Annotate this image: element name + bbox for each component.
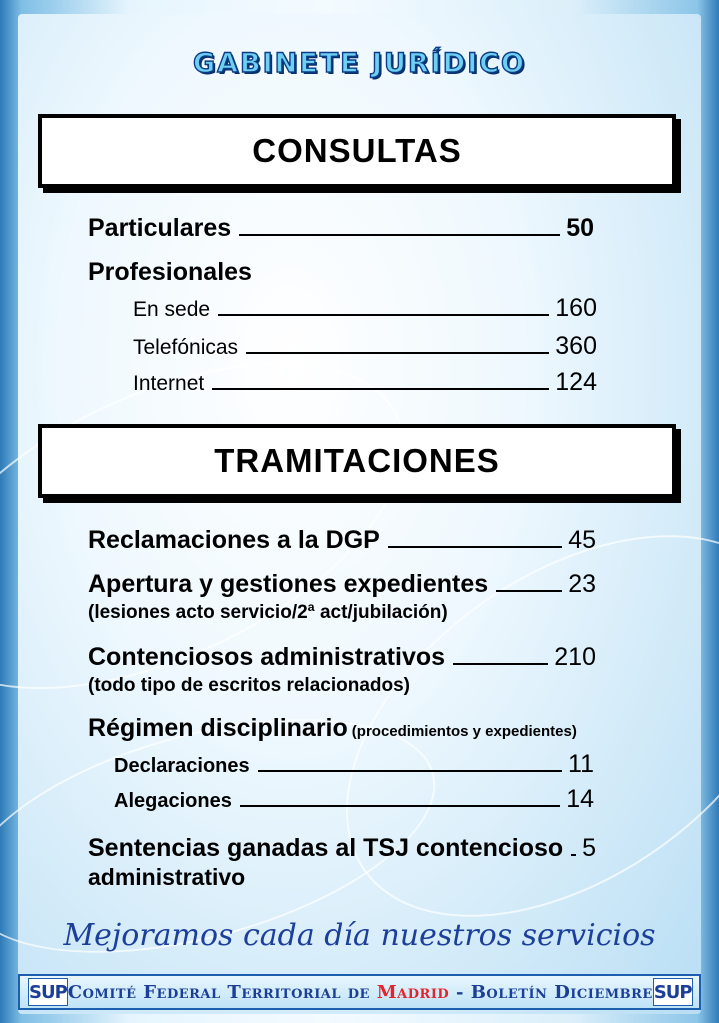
- regimen-item-declaraciones: [114, 750, 594, 779]
- footer-text-after: - Boletín Diciembre: [449, 981, 653, 1003]
- tramitaciones-heading: TRAMITACIONES: [38, 424, 676, 498]
- contenciosos-value: 210: [554, 643, 596, 671]
- particulares-label: Particulares: [88, 214, 232, 242]
- regimen-label: Régimen disciplinario: [88, 714, 348, 742]
- particulares-value: 50: [566, 214, 594, 242]
- sentencias-label: Sentencias ganadas al TSJ contencioso: [88, 834, 564, 862]
- profesionales-heading: [88, 258, 252, 287]
- footer-text: [68, 982, 653, 1003]
- apertura-note: (lesiones acto servicio/2ª act/jubilación): [88, 602, 448, 623]
- leader-line: [571, 854, 576, 856]
- leader-line: [218, 314, 549, 316]
- regimen-item-label: Alegaciones: [114, 790, 232, 812]
- consulta-item-value: 124: [555, 368, 597, 396]
- footer-banner: [18, 974, 701, 1010]
- contenciosos-row: [88, 643, 596, 672]
- apertura-value: 23: [568, 570, 596, 598]
- footer-text-highlight: Madrid: [376, 981, 450, 1003]
- consulta-item-internet: [133, 368, 597, 397]
- regimen-item-alegaciones: [114, 785, 594, 814]
- regimen-note: (procedimientos y expedientes): [351, 723, 577, 740]
- sup-logo-left: SUP: [28, 978, 68, 1006]
- consulta-item-label: En sede: [133, 298, 211, 321]
- regimen-row: [88, 714, 577, 743]
- leader-line: [212, 388, 549, 390]
- consulta-item-en-sede: [133, 294, 597, 323]
- regimen-item-label: Declaraciones: [114, 755, 250, 777]
- sentencias-value: 5: [582, 834, 596, 862]
- leader-line: [239, 234, 560, 236]
- sentencias-label-continued: administrativo: [88, 864, 246, 890]
- leader-line: [388, 546, 562, 548]
- sentencias-row: [88, 834, 596, 863]
- regimen-item-value: 14: [566, 785, 594, 813]
- reclamaciones-row: [88, 526, 596, 555]
- sup-logo-right: SUP: [653, 978, 693, 1006]
- regimen-item-value: 11: [568, 750, 594, 778]
- consulta-item-telefonicas: [133, 332, 597, 361]
- reclamaciones-label: Reclamaciones a la DGP: [88, 526, 380, 554]
- leader-line: [246, 352, 549, 354]
- consulta-item-value: 360: [555, 332, 597, 360]
- consulta-item-label: Telefónicas: [133, 336, 239, 359]
- contenciosos-label: Contenciosos administrativos: [88, 643, 446, 671]
- page-title: GABINETE JURÍDICO: [192, 48, 527, 79]
- apertura-row: [88, 570, 596, 599]
- contenciosos-note: (todo tipo de escritos relacionados): [88, 675, 410, 696]
- leader-line: [453, 663, 548, 665]
- leader-line: [240, 805, 560, 807]
- slogan: Mejoramos cada día nuestros servicios: [63, 918, 656, 953]
- reclamaciones-value: 45: [568, 526, 596, 554]
- footer-text-before: Comité Federal Territorial de: [67, 981, 377, 1003]
- apertura-label: Apertura y gestiones expedientes: [88, 570, 489, 598]
- leader-line: [258, 770, 562, 772]
- consultas-heading: CONSULTAS: [38, 114, 676, 188]
- consulta-item-label: Internet: [133, 372, 205, 395]
- profesionales-label: Profesionales: [88, 258, 252, 286]
- consulta-item-value: 160: [555, 294, 597, 322]
- particulares-row: [88, 214, 594, 243]
- leader-line: [496, 590, 562, 592]
